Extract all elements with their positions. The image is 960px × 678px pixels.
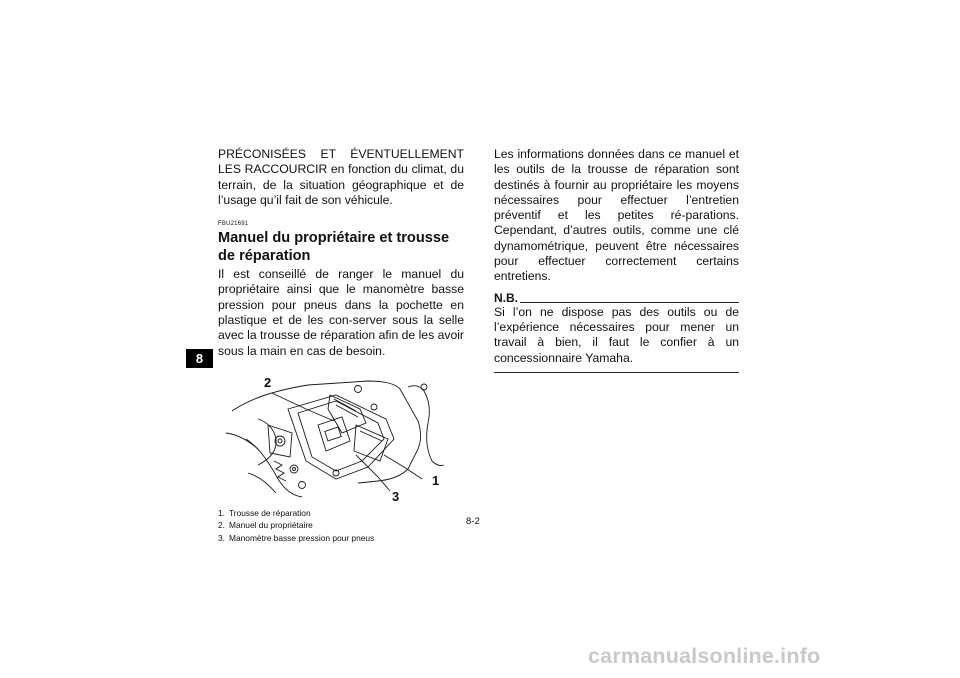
info-paragraph: Les informations données dans ce manuel et les outils de la trousse de réparation sont destinés à fournir au propriétaire les moyens nécessaires pour effectuer l’entretien préventif et les petites ré-parations. Cependant, d’autres outils, comme une clé dynamométrique, peuvent être nécessaires pour effectuer correctement certains entretiens. xyxy=(494,147,739,284)
callout-3: 3 xyxy=(392,488,400,504)
note-end-rule xyxy=(494,372,739,373)
chapter-tab: 8 xyxy=(186,349,213,368)
right-column xyxy=(494,147,739,373)
note-header xyxy=(494,292,739,305)
callout-1: 1 xyxy=(432,472,440,488)
section-heading: Manuel du propriétaire et trousse de réparation xyxy=(218,230,450,265)
note-text: Si l’on ne dispose pas des outils ou de l’expérience nécessaires pour mener un travail à bien, il faut le confier à un concessionnaire Yamaha. xyxy=(494,304,739,365)
legend-number: 1. xyxy=(218,507,225,518)
legend-text: Manuel du propriétaire xyxy=(229,520,313,531)
legend-item xyxy=(218,507,464,520)
legend-number: 2. xyxy=(218,520,225,531)
section-code: FBU21691 xyxy=(218,221,249,228)
body-paragraph: Il est conseillé de ranger le manuel du propriétaire ainsi que le manomètre basse pression pour pneus dans la pochette en plastique et de les con-server sous la selle avec la trousse de réparation afin de les avoir sous la main en cas de besoin. xyxy=(218,267,464,358)
page-number: 8-2 xyxy=(466,516,480,527)
legend-item xyxy=(218,532,464,545)
legend-text: Manomètre basse pression pour pneus xyxy=(229,532,375,543)
intro-paragraph: PRÉCONISÉES ET ÉVENTUELLEMENT LES RACCOURCIR en fonction du climat, du terrain, de la situation géographique et de l’usage qu’il fait de son véhicule. xyxy=(218,147,464,207)
legend-text: Trousse de réparation xyxy=(229,507,311,518)
left-column xyxy=(218,147,464,544)
seat-storage-illustration xyxy=(218,369,464,501)
callout-2: 2 xyxy=(264,374,272,390)
figure-illustration xyxy=(218,369,464,504)
legend-number: 3. xyxy=(218,532,225,543)
note-label: N.B. xyxy=(494,290,518,305)
watermark: carmanualsonline.info xyxy=(588,644,821,668)
figure-legend xyxy=(218,507,464,545)
legend-item xyxy=(218,519,464,532)
note-rule xyxy=(520,302,739,303)
